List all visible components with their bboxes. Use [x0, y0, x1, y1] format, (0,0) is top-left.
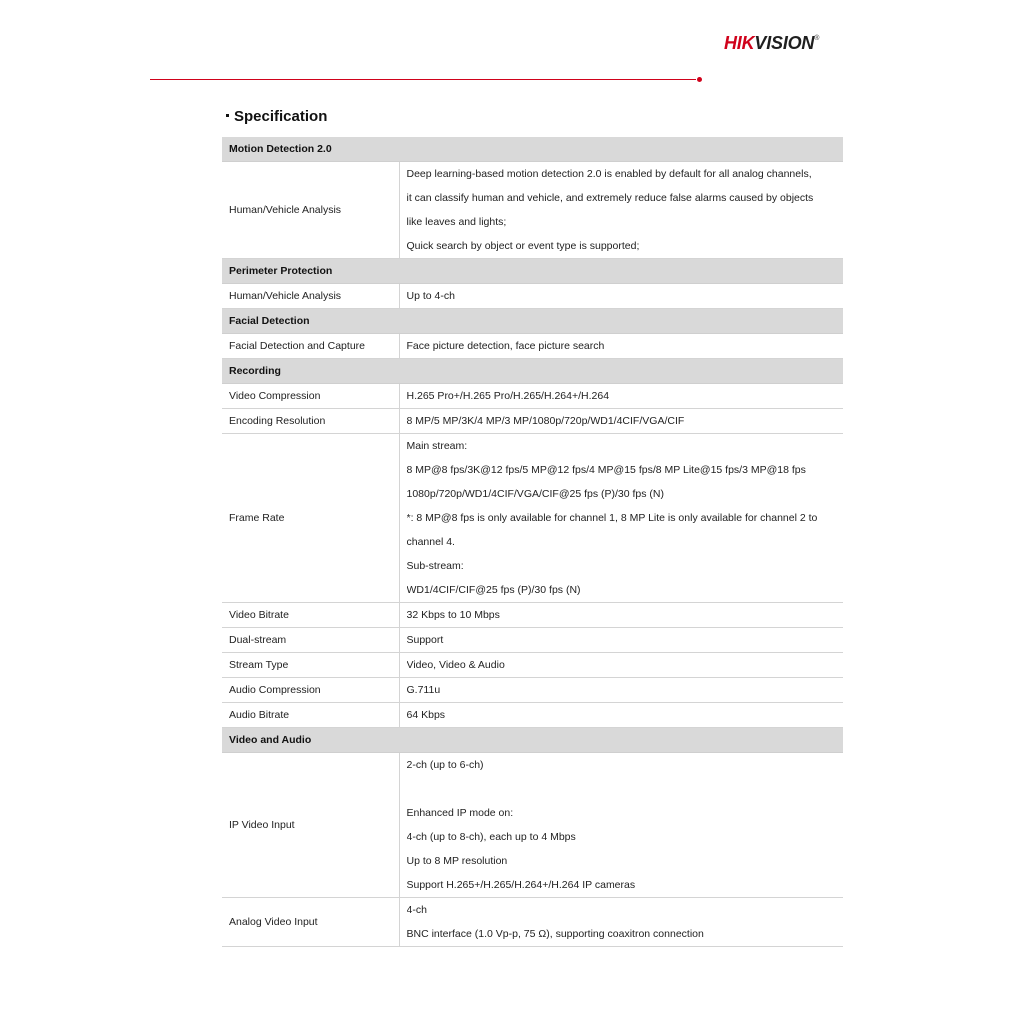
spec-value	[399, 434, 843, 603]
spec-row	[222, 334, 843, 359]
registered-mark: ®	[814, 35, 820, 42]
spec-value-line: Sub-stream:	[406, 560, 464, 572]
spec-value-line: Quick search by object or event type is supported;	[406, 240, 640, 252]
spec-value-line: H.265 Pro+/H.265 Pro/H.265/H.264+/H.264	[406, 390, 610, 402]
spec-value-line: Up to 8 MP resolution	[406, 855, 508, 867]
header-rule-dot	[697, 77, 702, 82]
spec-label: IP Video Input	[222, 753, 399, 898]
logo-dark-part: VISION	[754, 33, 815, 53]
spec-label: Analog Video Input	[222, 898, 399, 947]
spec-value-line: *: 8 MP@8 fps is only available for channel 1, 8 MP Lite is only available for channel 2 to	[406, 512, 818, 524]
spec-value	[399, 162, 843, 259]
section-header-row	[222, 259, 843, 284]
spec-row	[222, 409, 843, 434]
section-heading: Recording	[222, 359, 843, 384]
spec-value	[399, 678, 843, 703]
spec-value-line: it can classify human and vehicle, and extremely reduce false alarms caused by objects	[406, 192, 814, 204]
spec-label: Audio Compression	[222, 678, 399, 703]
spec-label: Video Compression	[222, 384, 399, 409]
spec-value-line: 32 Kbps to 10 Mbps	[406, 609, 500, 621]
spec-value-line: Support	[406, 634, 444, 646]
spec-value-line: 4-ch (up to 8-ch), each up to 4 Mbps	[406, 831, 576, 843]
section-header-row	[222, 359, 843, 384]
spec-value-line: Support H.265+/H.265/H.264+/H.264 IP cameras	[406, 879, 636, 891]
spec-value-line: 1080p/720p/WD1/4CIF/VGA/CIF@25 fps (P)/30 fps (N)	[406, 488, 665, 500]
spec-value-line: Deep learning-based motion detection 2.0 is enabled by default for all analog channels,	[406, 168, 812, 180]
spec-row	[222, 753, 843, 898]
hikvision-logo	[724, 33, 819, 54]
spec-label: Audio Bitrate	[222, 703, 399, 728]
section-heading: Motion Detection 2.0	[222, 137, 843, 162]
section-header-row	[222, 728, 843, 753]
spec-value	[399, 753, 843, 898]
spec-value	[399, 603, 843, 628]
spec-value-line: Video, Video & Audio	[406, 659, 505, 671]
spec-value-line: 2-ch (up to 6-ch)	[406, 759, 484, 771]
spec-value-line: Enhanced IP mode on:	[406, 807, 514, 819]
spec-value-line: BNC interface (1.0 Vp-p, 75 Ω), supporting coaxitron connection	[406, 928, 704, 940]
spec-row	[222, 162, 843, 259]
spec-value-line: 64 Kbps	[406, 709, 446, 721]
spec-value-line: 4-ch	[406, 904, 427, 916]
spec-label: Stream Type	[222, 653, 399, 678]
spec-value-line: channel 4.	[406, 536, 455, 548]
logo-red-part: HIK	[724, 33, 755, 53]
spec-row	[222, 678, 843, 703]
spec-label: Dual-stream	[222, 628, 399, 653]
spec-table	[222, 137, 843, 947]
page-title-text: Specification	[234, 108, 328, 125]
spec-value-line: 8 MP/5 MP/3K/4 MP/3 MP/1080p/720p/WD1/4CIF/VGA/CIF	[406, 415, 685, 427]
spec-value-line: WD1/4CIF/CIF@25 fps (P)/30 fps (N)	[406, 584, 581, 596]
spec-value-line: Main stream:	[406, 440, 468, 452]
bullet-icon	[226, 114, 229, 117]
spec-row	[222, 603, 843, 628]
spec-value-line: like leaves and lights;	[406, 216, 507, 228]
spec-value-line: Face picture detection, face picture search	[406, 340, 605, 352]
spec-row	[222, 653, 843, 678]
spec-row	[222, 284, 843, 309]
spec-row	[222, 628, 843, 653]
spec-value	[399, 628, 843, 653]
spec-value	[399, 703, 843, 728]
spec-label: Video Bitrate	[222, 603, 399, 628]
spec-value	[399, 409, 843, 434]
spec-value-line	[407, 777, 837, 801]
spec-value	[399, 653, 843, 678]
spec-row	[222, 898, 843, 947]
spec-row	[222, 703, 843, 728]
section-header-row	[222, 137, 843, 162]
spec-value-line: G.711u	[406, 684, 441, 696]
spec-value	[399, 384, 843, 409]
spec-label: Encoding Resolution	[222, 409, 399, 434]
section-heading: Facial Detection	[222, 309, 843, 334]
spec-value-line: 8 MP@8 fps/3K@12 fps/5 MP@12 fps/4 MP@15 fps/8 MP Lite@15 fps/3 MP@18 fps	[406, 464, 806, 476]
section-heading: Perimeter Protection	[222, 259, 843, 284]
spec-label: Facial Detection and Capture	[222, 334, 399, 359]
section-heading: Video and Audio	[222, 728, 843, 753]
section-header-row	[222, 309, 843, 334]
spec-value	[399, 898, 843, 947]
spec-value	[399, 334, 843, 359]
header-rule	[150, 79, 696, 80]
spec-label: Frame Rate	[222, 434, 399, 603]
spec-row	[222, 434, 843, 603]
spec-value	[399, 284, 843, 309]
spec-row	[222, 384, 843, 409]
spec-label: Human/Vehicle Analysis	[222, 162, 399, 259]
page-title	[226, 108, 327, 125]
spec-value-line: Up to 4-ch	[406, 290, 455, 302]
spec-label: Human/Vehicle Analysis	[222, 284, 399, 309]
